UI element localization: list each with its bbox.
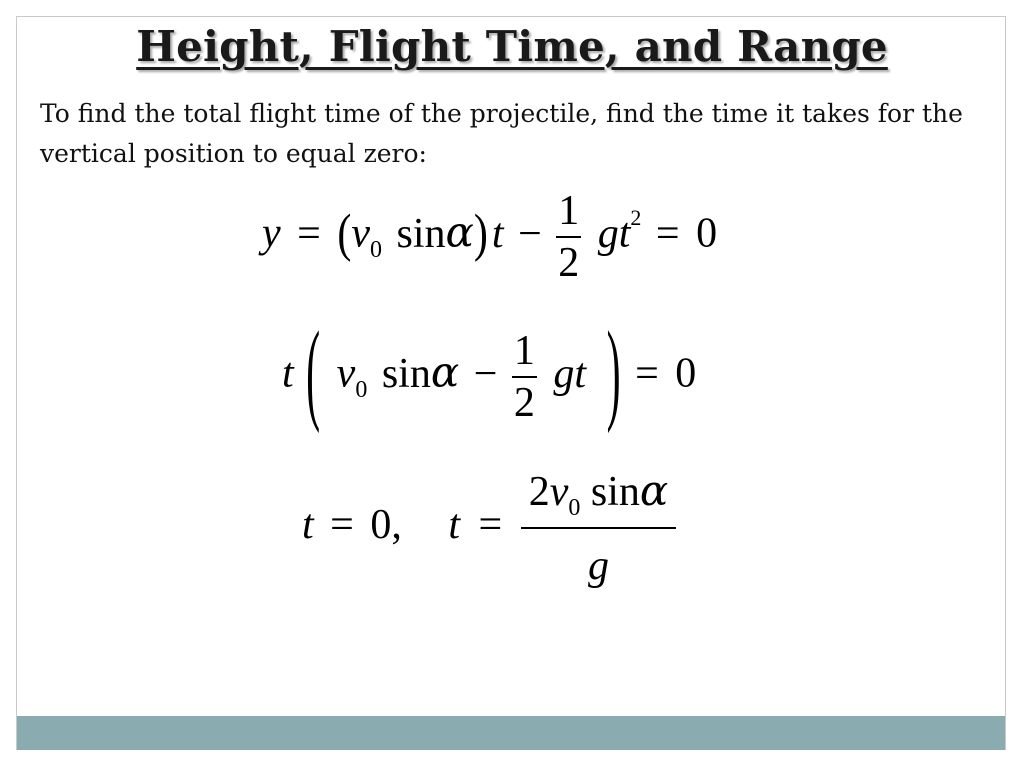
eq1-frac-bar bbox=[556, 236, 581, 238]
eq2-sin: sin bbox=[381, 350, 431, 397]
eq2-frac-num: 1 bbox=[513, 328, 535, 374]
eq2-v-sub: 0 bbox=[355, 376, 368, 403]
eq1-frac-den: 2 bbox=[558, 240, 580, 286]
eq3-num-v-sub: 0 bbox=[568, 495, 581, 521]
eq2-rparen: ) bbox=[606, 311, 621, 436]
eq1-rparen: ) bbox=[473, 204, 488, 263]
eq3-den-g: g bbox=[587, 543, 609, 589]
eq1-fraction bbox=[556, 190, 581, 284]
footer-bar bbox=[17, 716, 1005, 750]
eq1-lparen: ( bbox=[337, 204, 352, 263]
eq3-equals-2: = bbox=[478, 502, 503, 549]
eq3-fraction bbox=[521, 466, 677, 589]
equation-3 bbox=[302, 466, 676, 589]
eq2-t: t bbox=[282, 350, 294, 397]
eq2-v: v bbox=[336, 350, 356, 397]
eq1-frac-num: 1 bbox=[558, 188, 580, 234]
eq3-numerator bbox=[521, 466, 677, 521]
intro-paragraph: To find the total flight time of the projectile, find the time it takes for the vertical position to equal zero: bbox=[40, 99, 963, 168]
eq1-sup: 2 bbox=[630, 204, 642, 230]
eq2-alpha: α bbox=[430, 347, 460, 397]
eq2-frac-bar bbox=[512, 376, 537, 378]
eq1-minus: − bbox=[518, 210, 542, 257]
eq2-equals: = bbox=[635, 350, 659, 397]
eq1-sin: sin bbox=[396, 210, 446, 257]
eq3-zero: 0, bbox=[370, 502, 402, 549]
eq1-v: v bbox=[351, 210, 370, 257]
eq2-frac-den: 2 bbox=[513, 380, 535, 426]
eq1-equals: = bbox=[297, 210, 321, 257]
eq2-minus: − bbox=[473, 350, 498, 397]
eq1-zero: 0 bbox=[696, 210, 718, 257]
eq3-equals-1: = bbox=[330, 502, 354, 549]
eq2-fraction bbox=[512, 330, 537, 424]
eq1-equals-2: = bbox=[655, 210, 680, 257]
eq1-alpha: α bbox=[445, 207, 474, 257]
eq1-y: y bbox=[262, 210, 281, 257]
eq2-lparen: ( bbox=[306, 311, 321, 436]
eq3-t1: t bbox=[302, 502, 314, 549]
eq3-t2: t bbox=[448, 502, 461, 549]
eq1-g: g bbox=[597, 210, 619, 257]
eq3-num-v: v bbox=[549, 469, 569, 515]
eq1-v-sub: 0 bbox=[370, 236, 382, 263]
equation-1 bbox=[262, 190, 717, 284]
eq1-t: t bbox=[491, 210, 504, 257]
eq3-num-alpha: α bbox=[639, 466, 669, 515]
eq3-frac-bar bbox=[521, 527, 677, 529]
slide-title: Height, Flight Time, and Range bbox=[136, 22, 888, 71]
equation-2 bbox=[282, 311, 697, 436]
eq3-num-two: 2 bbox=[528, 469, 550, 515]
eq1-t2: t bbox=[618, 210, 631, 257]
eq2-zero: 0 bbox=[675, 350, 697, 397]
eq3-num-sin: sin bbox=[590, 469, 640, 515]
eq2-gt: gt bbox=[553, 350, 587, 397]
